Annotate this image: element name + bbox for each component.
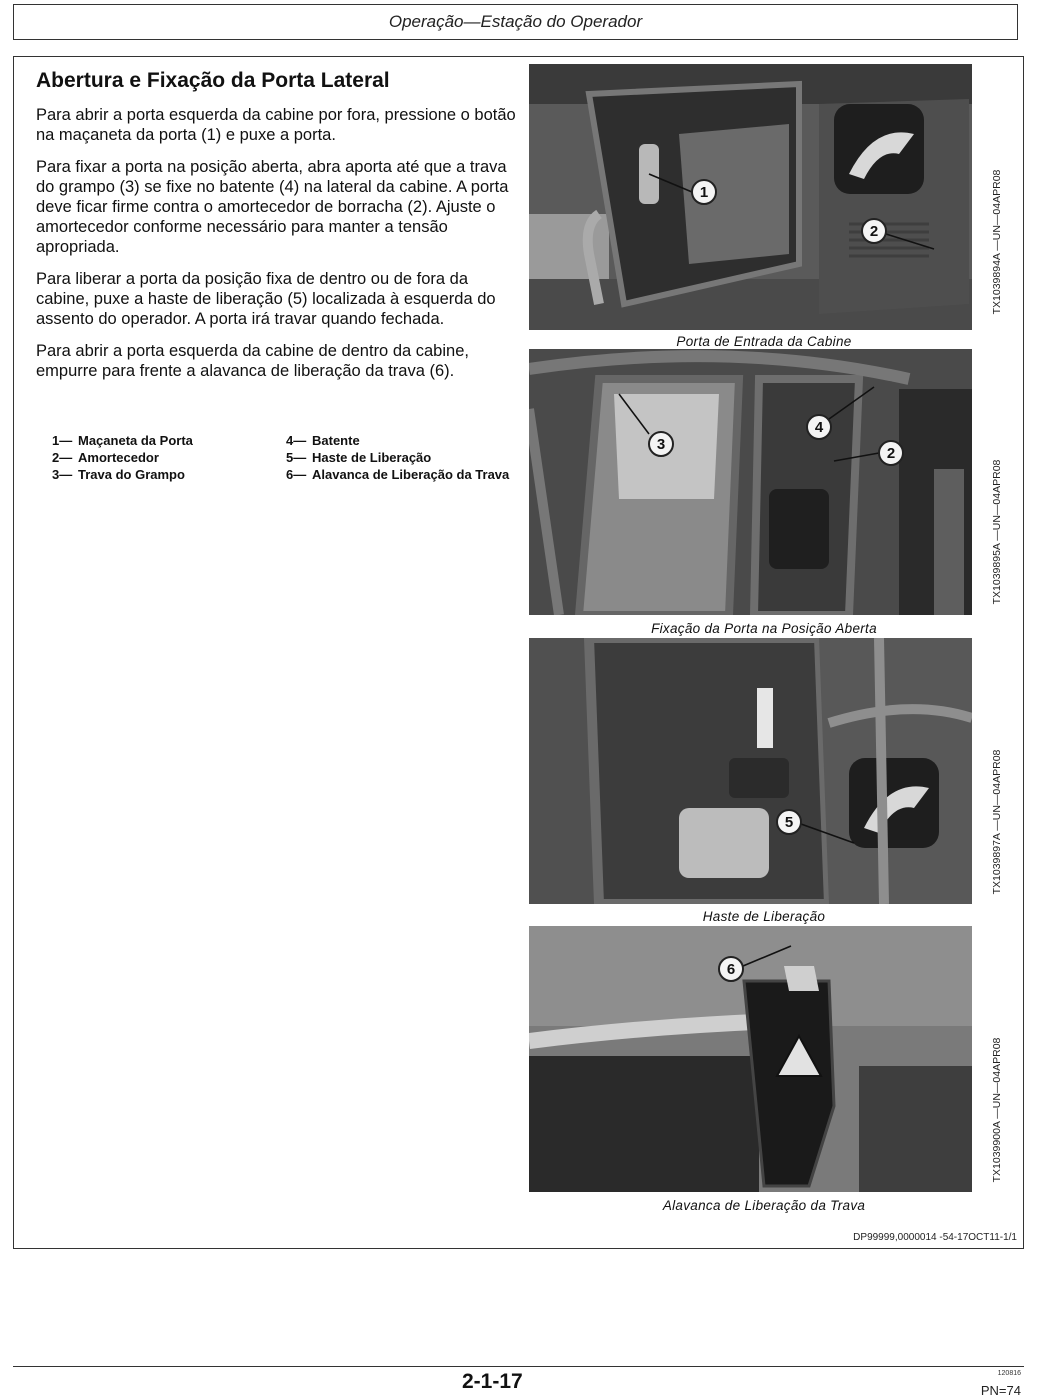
- legend-number: 6—: [286, 467, 307, 482]
- callout-2: 2: [886, 445, 896, 462]
- release-rod-photo: [529, 638, 972, 904]
- legend-text: Amortecedor: [78, 450, 159, 465]
- legend-item: [52, 449, 282, 466]
- paragraph: Para liberar a porta da posição fixa de dentro ou de fora da cabine, puxe a haste de liberação (5) localizada à esquerda do assento do operador. A porta irá travar quando fechada.: [36, 270, 496, 328]
- callout-3: 3: [656, 436, 666, 453]
- legend-number: 1—: [52, 433, 73, 448]
- paragraph: Para abrir a porta esquerda da cabine por fora, pressione o botão na maçaneta da porta (1) e puxe a porta.: [36, 106, 516, 144]
- paragraph: Para fixar a porta na posição aberta, abra aporta até que a trava do grampo (3) se fixe no batente (4) na lateral da cabine. A porta deve ficar firme contra o amortecedor de borracha (2). Ajuste o amortecedor conforme necessário para manter a tensão apropriada.: [36, 158, 509, 256]
- figure-caption: Haste de Liberação: [702, 909, 826, 924]
- legend-item: [286, 466, 512, 483]
- legend-column-1: [52, 432, 282, 483]
- callout-6: 6: [726, 961, 736, 978]
- legend-number: 4—: [286, 433, 307, 448]
- content-box: Abertura e Fixação da Porta Lateral Para abrir a porta esquerda da cabine por fora, pressione o botão na maçaneta da porta (1) e puxe a porta. Para fixar a porta na posição aberta, abra aporta até que a trava do grampo (3) se fixe no batente (4) na lateral da cabine. A porta deve ficar firme contra o amortecedor de borracha (2). Ajuste o amortecedor conforme necessário para manter a tensão apropriada. Para liberar a porta da posição fixa de dentro ou de fora da cabine, puxe a haste de liberação (5) localizada à esquerda do assento do operador. A porta irá travar quando fechada. Para abrir a porta esquerda da cabine de dentro da cabine, empurre para frente a alavanca de liberação da trava (6). 1— Maçaneta da Porta 2— Amortecedor 3— Trava do Grampo 4— Batente 5— Haste de Liberação 6— Alavanca de Liberação da Trava 1 2 Porta de Entrada da Cabine TX1039894A —UN—04APR08 3 4 2 Fixação da Porta na Posição Aberta TX1039895A —UN—04APR08 5 Haste de Liberação TX1039897A —UN—04APR08 6 Alavanca de Liberação da Trava TX1039900A —UN—04APR08 DP99999,0000014 -54-17OCT11-1/1: [13, 56, 1024, 1249]
- legend-text: Maçaneta da Porta: [78, 433, 193, 448]
- legend-number: 2—: [52, 450, 73, 465]
- footer-code: 120816: [997, 1370, 1021, 1377]
- legend-column-2: [286, 432, 512, 483]
- figure-caption: Porta de Entrada da Cabine: [676, 334, 852, 349]
- legend-text: Batente: [312, 433, 360, 448]
- callout-5: 5: [784, 814, 794, 831]
- door-held-open-photo: [529, 349, 972, 615]
- legend-item: [52, 432, 282, 449]
- header-title: Operação—Estação do Operador: [388, 12, 643, 31]
- section-title: Abertura e Fixação da Porta Lateral: [36, 69, 390, 92]
- legend-number: 3—: [52, 467, 73, 482]
- legend-number: 5—: [286, 450, 307, 465]
- footer-divider: [13, 1366, 1024, 1367]
- callout-1: 1: [699, 184, 709, 201]
- cab-door-photo: [529, 64, 972, 330]
- callout-4: 4: [814, 419, 824, 436]
- figure-caption: Fixação da Porta na Posição Aberta: [651, 621, 877, 636]
- figure-caption: Alavanca de Liberação da Trava: [662, 1198, 866, 1213]
- legend-text: Haste de Liberação: [312, 450, 432, 465]
- paragraph: Para abrir a porta esquerda da cabine de dentro da cabine, empurre para frente a alavanca de liberação da trava (6).: [36, 342, 469, 380]
- latch-release-lever-photo: [529, 926, 972, 1192]
- legend-text: Alavanca de Liberação da Trava: [312, 467, 510, 482]
- page-number: 2-1-17: [462, 1370, 523, 1393]
- page-pn: PN=74: [980, 1383, 1021, 1398]
- callout-2: 2: [869, 223, 879, 240]
- document-reference: DP99999,0000014 -54-17OCT11-1/1: [853, 1232, 1017, 1243]
- page-header: [13, 4, 1018, 40]
- body-text: [36, 105, 516, 393]
- legend-item: [286, 449, 512, 466]
- legend-item: [52, 466, 282, 483]
- legend-text: Trava do Grampo: [78, 467, 185, 482]
- legend-item: [286, 432, 512, 449]
